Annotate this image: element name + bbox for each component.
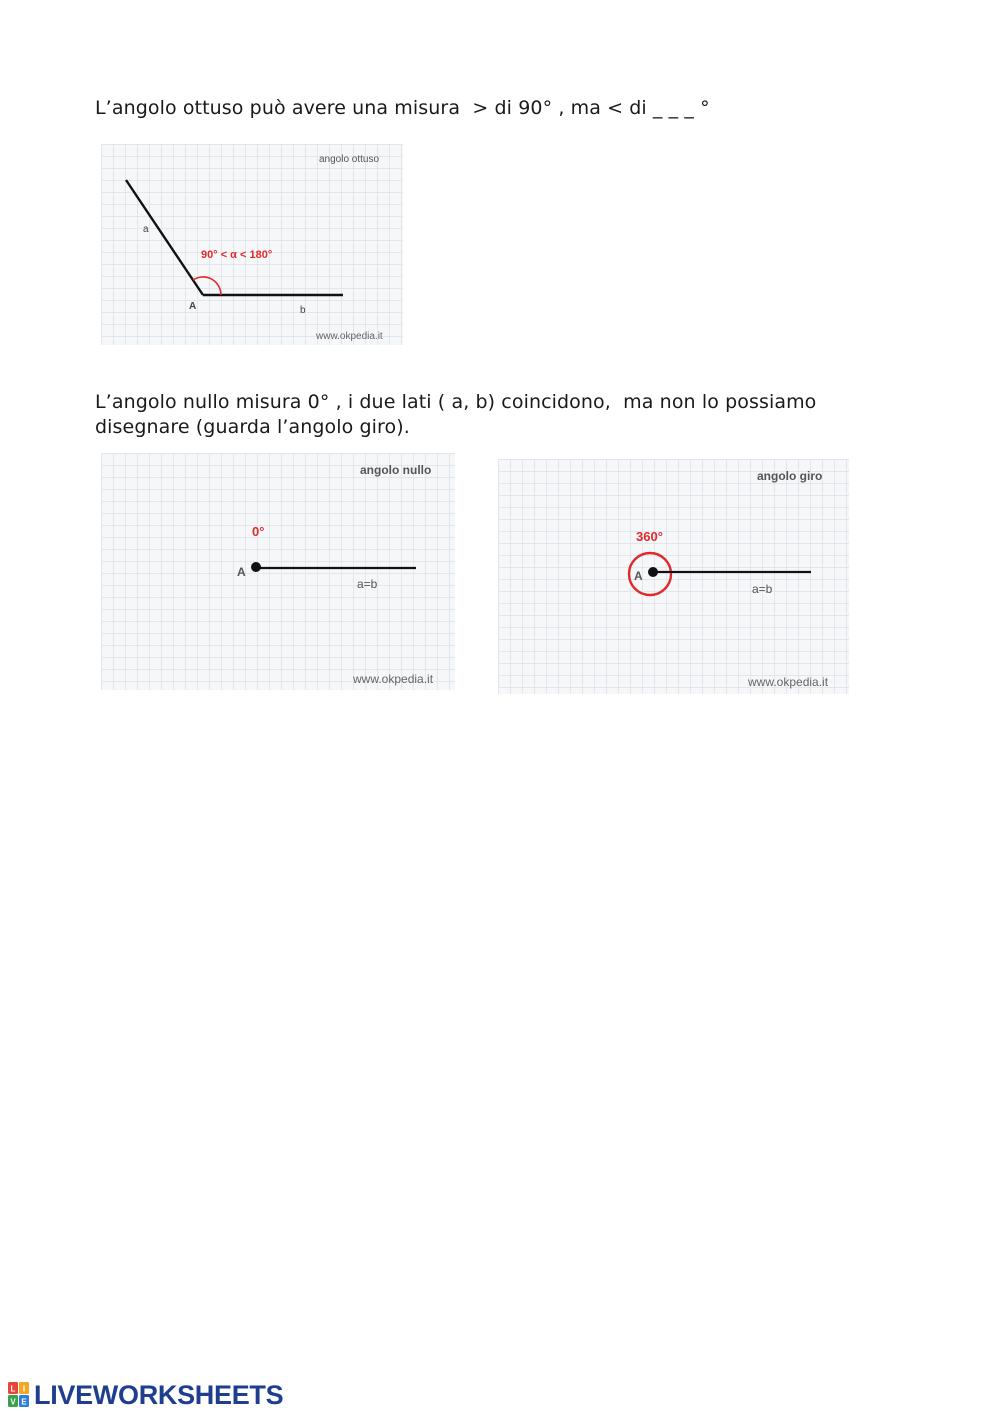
sides-label: a=b xyxy=(357,577,378,591)
brand-name: LIVEWORKSHEETS xyxy=(34,1379,284,1410)
figure-title: angolo nullo xyxy=(360,463,432,477)
angle-label: 0° xyxy=(252,524,265,539)
side-a-label: a xyxy=(143,224,149,235)
liveworksheets-logo xyxy=(8,1380,283,1410)
svg-text:I: I xyxy=(22,1384,26,1394)
svg-text:E: E xyxy=(21,1397,27,1407)
vertex-label: A xyxy=(189,301,197,312)
logo-tiles-icon xyxy=(8,1382,30,1408)
figure-title: angolo giro xyxy=(757,469,823,483)
svg-text:V: V xyxy=(10,1397,16,1407)
full-angle-diagram xyxy=(498,459,849,694)
angle-label: 360° xyxy=(636,529,663,544)
svg-text:L: L xyxy=(10,1384,16,1394)
figure-full-angle xyxy=(498,459,849,694)
angle-range-label: 90° < α < 180° xyxy=(201,249,273,261)
watermark: www.okpedia.it xyxy=(353,672,434,686)
figure-null-angle xyxy=(101,453,455,690)
paragraph-null-angle-line1: L’angolo nullo misura 0° , i due lati ( a, b) coincidono, ma non lo possiamo xyxy=(95,391,817,413)
vertex-label: A xyxy=(634,569,643,583)
null-angle-diagram xyxy=(101,453,455,690)
side-b-label: b xyxy=(300,305,306,316)
watermark: www.okpedia.it xyxy=(748,675,829,689)
obtuse-angle-diagram xyxy=(101,144,403,345)
watermark: www.okpedia.it xyxy=(316,331,383,342)
figure-title: angolo ottuso xyxy=(319,154,380,165)
side-a-line xyxy=(126,180,203,295)
paragraph-null-angle-line2: disegnare (guarda l’angolo giro). xyxy=(95,416,410,438)
paragraph-obtuse-angle: L’angolo ottuso può avere una misura > di 90° , ma < di _ _ _ ° xyxy=(95,97,710,119)
vertex-point xyxy=(648,567,658,577)
vertex-label: A xyxy=(237,565,246,579)
vertex-point xyxy=(251,562,261,572)
paragraph-null-angle xyxy=(95,390,816,440)
sides-label: a=b xyxy=(752,582,773,596)
figure-obtuse-angle xyxy=(101,144,403,345)
